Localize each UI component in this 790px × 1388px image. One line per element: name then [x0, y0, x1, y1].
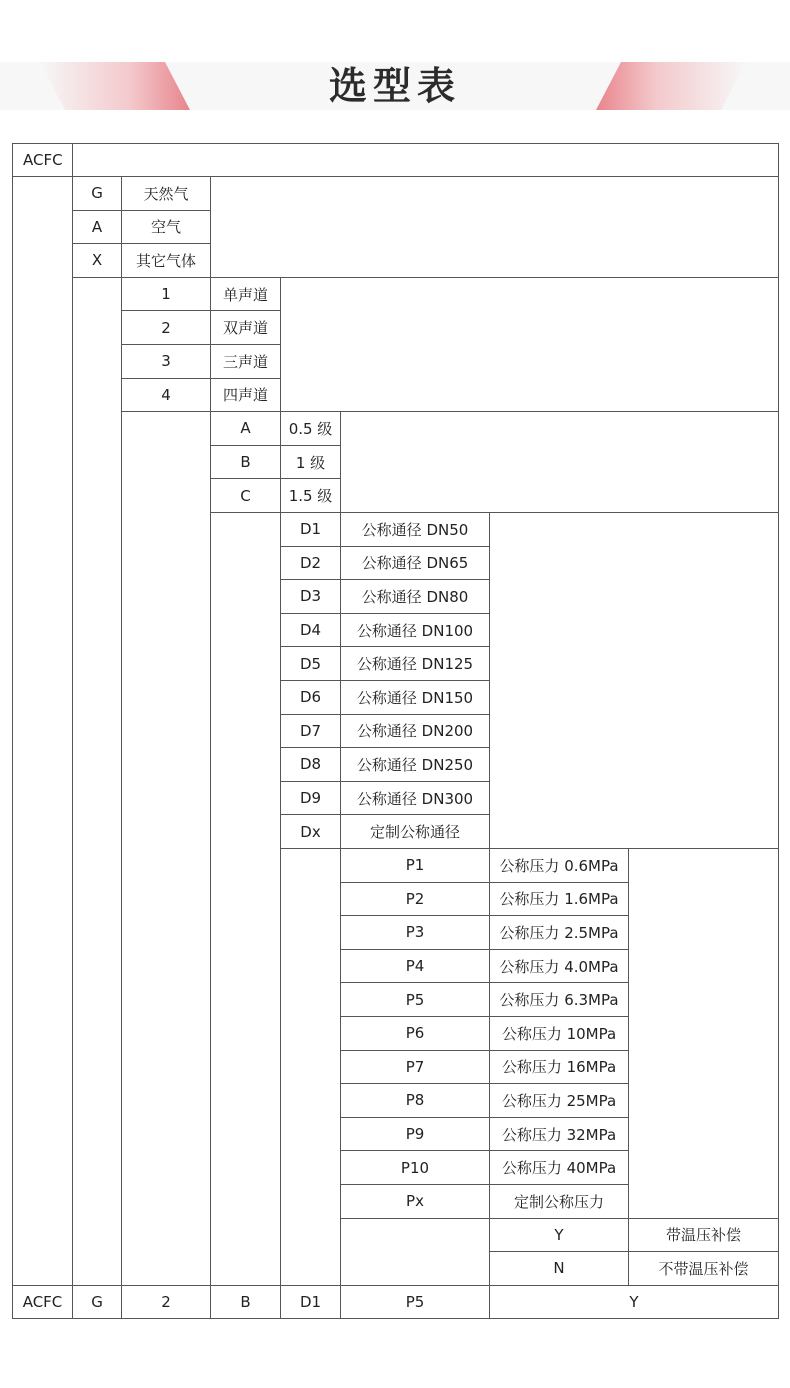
blank-column-cell — [340, 1218, 490, 1286]
pressure-code-cell: P5 — [340, 982, 490, 1017]
blank-cell — [340, 411, 779, 513]
compensation-code-cell: Y — [489, 1218, 629, 1253]
pressure-code-cell: P4 — [340, 949, 490, 984]
diameter-label-cell: 公称通径 DN80 — [340, 579, 490, 614]
channel-code-cell: 4 — [121, 378, 211, 413]
channel-label-cell: 单声道 — [210, 277, 281, 312]
blank-cell — [210, 176, 779, 278]
example-channel-cell: 2 — [121, 1285, 211, 1320]
diameter-code-cell: D5 — [280, 646, 341, 681]
pressure-label-cell: 公称压力 6.3MPa — [489, 982, 629, 1017]
channel-label-cell: 四声道 — [210, 378, 281, 413]
diameter-label-cell: 公称通径 DN100 — [340, 613, 490, 648]
diameter-code-cell: Dx — [280, 814, 341, 849]
example-medium-cell: G — [72, 1285, 122, 1320]
example-compensation-cell: Y — [489, 1285, 779, 1320]
pressure-label-cell: 公称压力 40MPa — [489, 1150, 629, 1185]
channel-code-cell: 2 — [121, 310, 211, 345]
channel-code-cell: 3 — [121, 344, 211, 379]
example-prefix-cell: ACFC — [12, 1285, 73, 1320]
accuracy-code-cell: A — [210, 411, 281, 446]
pressure-code-cell: P9 — [340, 1117, 490, 1152]
example-pressure-cell: P5 — [340, 1285, 490, 1320]
diameter-label-cell: 定制公称通径 — [340, 814, 490, 849]
accuracy-label-cell: 1 级 — [280, 445, 341, 480]
diameter-code-cell: D4 — [280, 613, 341, 648]
pressure-label-cell: 公称压力 4.0MPa — [489, 949, 629, 984]
diameter-code-cell: D7 — [280, 714, 341, 749]
compensation-code-cell: N — [489, 1251, 629, 1286]
blank-cell — [489, 512, 779, 849]
page-title: 选型表 — [328, 64, 461, 108]
blank-column-cell — [72, 277, 122, 1286]
diameter-code-cell: D9 — [280, 781, 341, 816]
pressure-code-cell: P2 — [340, 882, 490, 917]
channel-label-cell: 三声道 — [210, 344, 281, 379]
accuracy-code-cell: C — [210, 478, 281, 513]
pressure-code-cell: P6 — [340, 1016, 490, 1051]
pressure-code-cell: P3 — [340, 915, 490, 950]
diameter-code-cell: D3 — [280, 579, 341, 614]
medium-code-cell: G — [72, 176, 122, 211]
diameter-code-cell: D1 — [280, 512, 341, 547]
blank-cell — [280, 277, 779, 412]
diameter-label-cell: 公称通径 DN200 — [340, 714, 490, 749]
medium-label-cell: 天然气 — [121, 176, 211, 211]
pressure-code-cell: P10 — [340, 1150, 490, 1185]
blank-cell — [628, 848, 779, 1219]
diameter-label-cell: 公称通径 DN150 — [340, 680, 490, 715]
pressure-code-cell: P7 — [340, 1050, 490, 1085]
example-accuracy-cell: B — [210, 1285, 281, 1320]
compensation-label-cell: 带温压补偿 — [628, 1218, 779, 1253]
pressure-label-cell: 公称压力 1.6MPa — [489, 882, 629, 917]
pressure-label-cell: 公称压力 32MPa — [489, 1117, 629, 1152]
channel-code-cell: 1 — [121, 277, 211, 312]
channel-label-cell: 双声道 — [210, 310, 281, 345]
blank-column-cell — [121, 411, 211, 1286]
diameter-code-cell: D6 — [280, 680, 341, 715]
diameter-code-cell: D2 — [280, 546, 341, 581]
pressure-label-cell: 公称压力 10MPa — [489, 1016, 629, 1051]
pressure-label-cell: 公称压力 0.6MPa — [489, 848, 629, 883]
blank-column-cell — [210, 512, 281, 1286]
accuracy-code-cell: B — [210, 445, 281, 480]
pressure-code-cell: P1 — [340, 848, 490, 883]
pressure-label-cell: 定制公称压力 — [489, 1184, 629, 1219]
blank-column-cell — [12, 176, 73, 1286]
prefix-cell: ACFC — [12, 143, 73, 177]
accuracy-label-cell: 1.5 级 — [280, 478, 341, 513]
compensation-label-cell: 不带温压补偿 — [628, 1251, 779, 1286]
pressure-code-cell: Px — [340, 1184, 490, 1219]
medium-code-cell: A — [72, 210, 122, 245]
diameter-label-cell: 公称通径 DN125 — [340, 646, 490, 681]
pressure-label-cell: 公称压力 2.5MPa — [489, 915, 629, 950]
pressure-code-cell: P8 — [340, 1083, 490, 1118]
blank-column-cell — [280, 848, 341, 1286]
medium-code-cell: X — [72, 243, 122, 278]
diameter-label-cell: 公称通径 DN250 — [340, 747, 490, 782]
blank-cell — [72, 143, 779, 177]
example-diameter-cell: D1 — [280, 1285, 341, 1320]
medium-label-cell: 其它气体 — [121, 243, 211, 278]
diameter-label-cell: 公称通径 DN50 — [340, 512, 490, 547]
diameter-label-cell: 公称通径 DN300 — [340, 781, 490, 816]
accuracy-label-cell: 0.5 级 — [280, 411, 341, 446]
pressure-label-cell: 公称压力 25MPa — [489, 1083, 629, 1118]
pressure-label-cell: 公称压力 16MPa — [489, 1050, 629, 1085]
diameter-code-cell: D8 — [280, 747, 341, 782]
medium-label-cell: 空气 — [121, 210, 211, 245]
diameter-label-cell: 公称通径 DN65 — [340, 546, 490, 581]
